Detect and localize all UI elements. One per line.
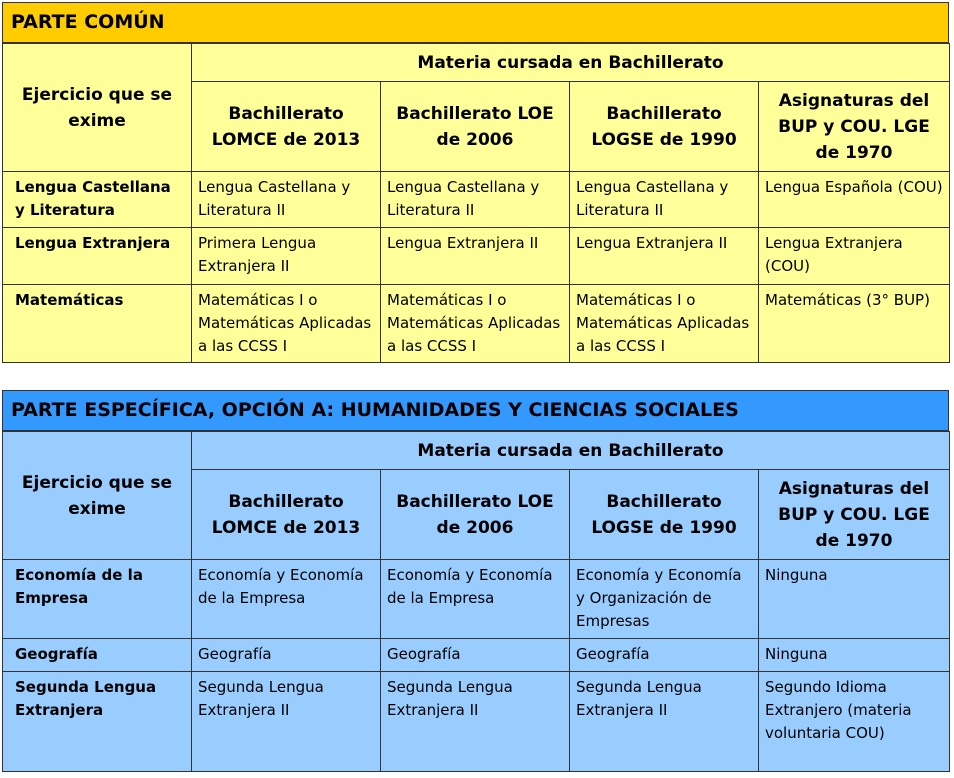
table-cell: Lengua Extranjera (COU) <box>759 228 950 285</box>
header-col-loe: Bachillerato LOE de 2006 <box>381 82 570 172</box>
table-cell: Matemáticas I o Matemáticas Aplicadas a las CCSS I <box>570 285 759 363</box>
table-cell: Matemáticas I o Matemáticas Aplicadas a las CCSS I <box>192 285 381 363</box>
header-exercise: Ejercicio que se exime <box>3 44 192 172</box>
section-title: PARTE ESPECÍFICA, OPCIÓN A: HUMANIDADES Y CIENCIAS SOCIALES <box>2 390 949 431</box>
table-cell: Economía y Economía de la Empresa <box>381 560 570 639</box>
row-header: Lengua Castellana y Literatura <box>3 172 192 228</box>
row-header: Lengua Extranjera <box>3 228 192 285</box>
table-row <box>3 560 950 639</box>
table-cell: Economía y Economía de la Empresa <box>192 560 381 639</box>
header-materia: Materia cursada en Bachillerato <box>192 432 950 470</box>
table-row <box>3 285 950 363</box>
table-cell: Lengua Española (COU) <box>759 172 950 228</box>
table-cell: Lengua Castellana y Literatura II <box>381 172 570 228</box>
table-cell: Matemáticas I o Matemáticas Aplicadas a las CCSS I <box>381 285 570 363</box>
table-row <box>3 228 950 285</box>
table-cell: Primera Lengua Extranjera II <box>192 228 381 285</box>
header-col-loe: Bachillerato LOE de 2006 <box>381 470 570 560</box>
header-col-logse: Bachillerato LOGSE de 1990 <box>570 470 759 560</box>
section-parte-especifica <box>2 390 949 772</box>
table-cell: Lengua Extranjera II <box>381 228 570 285</box>
row-header: Economía de la Empresa <box>3 560 192 639</box>
table-cell: Lengua Castellana y Literatura II <box>570 172 759 228</box>
table-cell: Segundo Idioma Extranjero (materia voluntaria COU) <box>759 672 950 772</box>
table-row <box>3 672 950 772</box>
section-parte-comun <box>2 2 949 363</box>
table-cell: Geografía <box>381 639 570 672</box>
table-cell: Matemáticas (3° BUP) <box>759 285 950 363</box>
table-cell: Geografía <box>192 639 381 672</box>
section-title: PARTE COMÚN <box>2 2 949 43</box>
table-row <box>3 172 950 228</box>
header-materia: Materia cursada en Bachillerato <box>192 44 950 82</box>
table-cell: Segunda Lengua Extranjera II <box>570 672 759 772</box>
row-header: Segunda Lengua Extranjera <box>3 672 192 772</box>
header-col-lomce: Bachillerato LOMCE de 2013 <box>192 82 381 172</box>
table-cell: Lengua Castellana y Literatura II <box>192 172 381 228</box>
row-header: Matemáticas <box>3 285 192 363</box>
header-exercise: Ejercicio que se exime <box>3 432 192 560</box>
equivalence-table <box>2 43 950 363</box>
table-cell: Ninguna <box>759 560 950 639</box>
table-cell: Lengua Extranjera II <box>570 228 759 285</box>
table-cell: Segunda Lengua Extranjera II <box>381 672 570 772</box>
header-col-lomce: Bachillerato LOMCE de 2013 <box>192 470 381 560</box>
table-cell: Segunda Lengua Extranjera II <box>192 672 381 772</box>
table-row <box>3 639 950 672</box>
table-cell: Economía y Economía y Organización de Empresas <box>570 560 759 639</box>
table-cell: Ninguna <box>759 639 950 672</box>
equivalence-table <box>2 431 950 772</box>
table-cell: Geografía <box>570 639 759 672</box>
header-col-logse: Bachillerato LOGSE de 1990 <box>570 82 759 172</box>
row-header: Geografía <box>3 639 192 672</box>
header-col-lge: Asignaturas del BUP y COU. LGE de 1970 <box>759 82 950 172</box>
header-col-lge: Asignaturas del BUP y COU. LGE de 1970 <box>759 470 950 560</box>
